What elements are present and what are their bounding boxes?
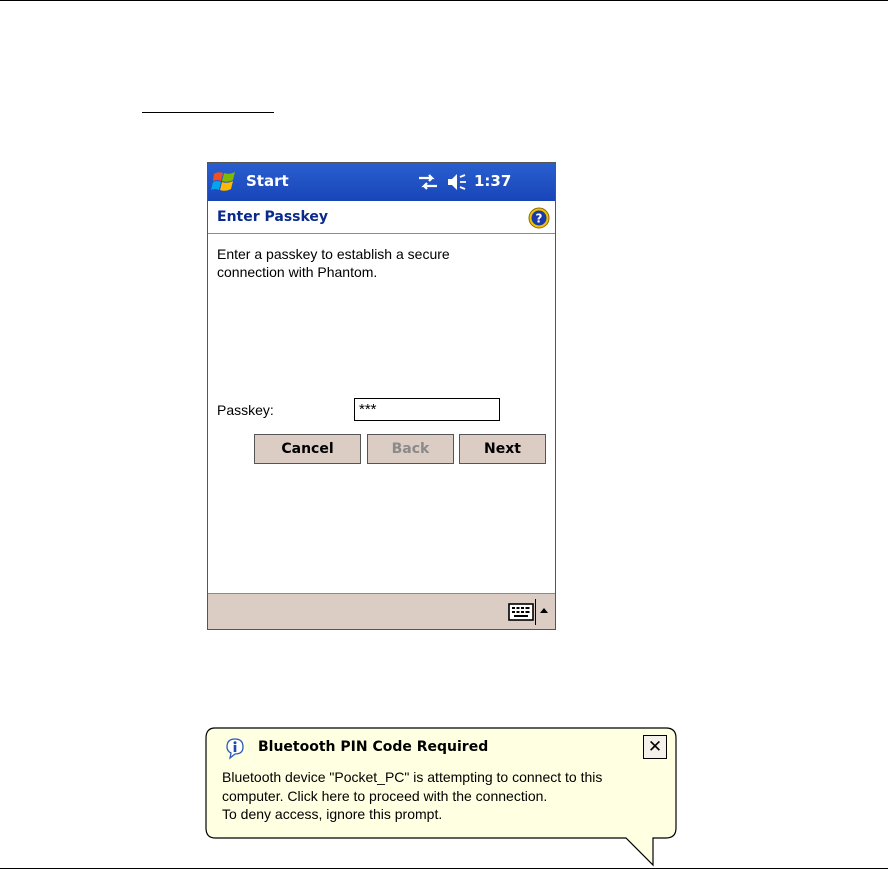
bluetooth-balloon-notification[interactable]	[205, 727, 680, 869]
ppc-taskbar	[208, 163, 555, 201]
ppc-heading-row	[208, 201, 555, 234]
instruction-line: Enter a passkey to establish a secure	[217, 246, 450, 262]
close-icon[interactable]: ✕	[643, 735, 667, 759]
help-icon[interactable]	[528, 207, 550, 229]
windows-flag-icon[interactable]	[211, 168, 239, 196]
keyboard-icon[interactable]	[508, 603, 534, 621]
page-top-rule	[0, 0, 888, 1]
info-icon	[223, 736, 247, 760]
balloon-message-line: To deny access, ignore this prompt.	[222, 806, 443, 822]
instruction-line: connection with Phantom.	[217, 264, 378, 280]
underline-mark	[142, 112, 274, 113]
balloon-message-line: Bluetooth device "Pocket_PC" is attempting to connect to this	[222, 769, 603, 785]
sip-up-arrow-icon[interactable]	[539, 606, 549, 614]
balloon-message[interactable]	[222, 768, 662, 824]
next-button[interactable]: Next	[459, 434, 546, 464]
balloon-title: Bluetooth PIN Code Required	[258, 739, 489, 755]
instruction-text	[217, 245, 517, 281]
ppc-menubar	[208, 593, 555, 630]
sip-divider	[535, 599, 536, 625]
sync-arrows-icon[interactable]	[417, 173, 439, 191]
back-button[interactable]: Back	[367, 434, 454, 464]
cancel-button[interactable]: Cancel	[254, 434, 361, 464]
passkey-label: Passkey:	[217, 402, 274, 418]
balloon-message-line: computer. Click here to proceed with the connection.	[222, 787, 548, 804]
clock-time[interactable]: 1:37	[474, 172, 512, 190]
page-title: Enter Passkey	[217, 209, 329, 225]
passkey-input[interactable]	[354, 398, 500, 421]
start-menu-label[interactable]: Start	[246, 172, 289, 190]
pocket-pc-screen	[207, 162, 556, 630]
svg-text:?: ?	[535, 211, 543, 226]
volume-icon[interactable]	[446, 172, 468, 192]
